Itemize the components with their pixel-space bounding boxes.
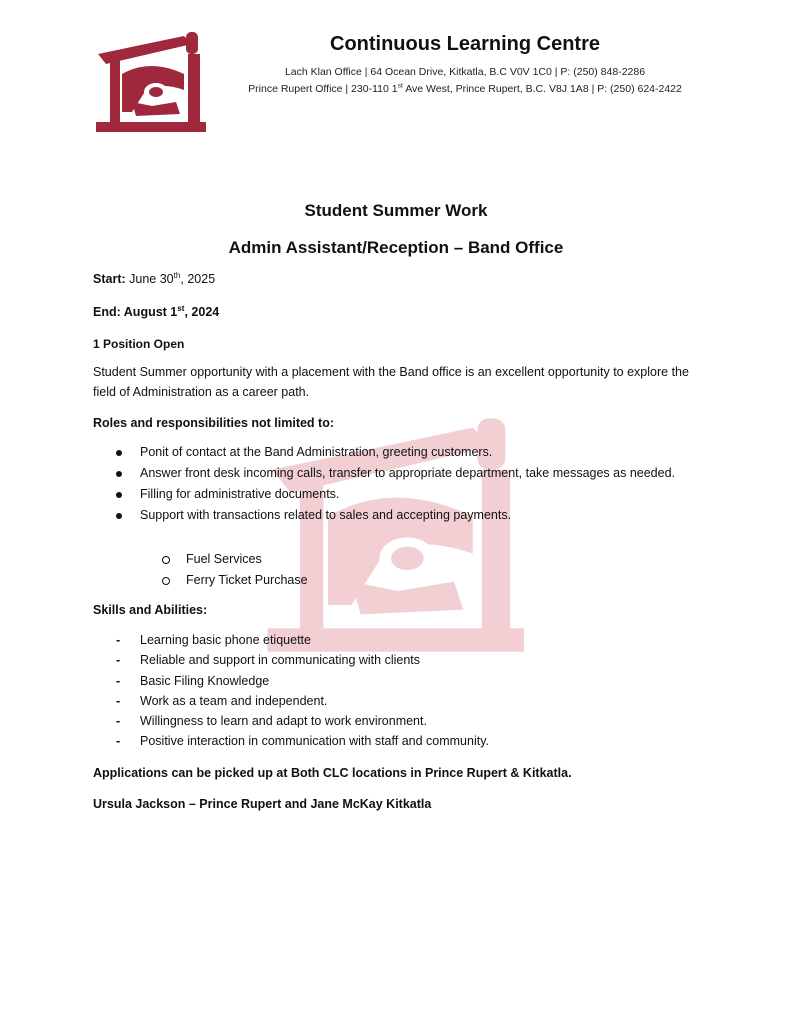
prince-rupert-office-line: Prince Rupert Office | 230-110 1st Ave West, Prince Rupert, B.C. V8J 1A8 | P: (250) 624-2422	[248, 82, 682, 95]
clc-longhouse-logo-icon	[92, 30, 212, 134]
list-item: Ferry Ticket Purchase	[162, 570, 308, 591]
org-name: Continuous Learning Centre	[330, 33, 600, 55]
skills-list	[113, 630, 489, 752]
list-item: - Willingness to learn and adapt to work environment.	[116, 714, 427, 729]
contacts-line: Ursula Jackson – Prince Rupert and Jane McKay Kitkatla	[93, 797, 432, 811]
roles-heading: Roles and responsibilities not limited to:	[93, 416, 334, 430]
list-item: - Learning basic phone etiquette	[116, 633, 311, 647]
payment-sublist	[162, 549, 308, 591]
intro-paragraph: Student Summer opportunity with a placement with the Band office is an excellent opportunity to explore the field of Administration as a career path.	[93, 365, 689, 399]
list-item: - Work as a team and independent.	[116, 693, 328, 708]
skills-heading: Skills and Abilities:	[93, 603, 208, 617]
positions-open: 1 Position Open	[93, 337, 185, 351]
list-item: - Basic Filing Knowledge	[116, 673, 270, 688]
list-item: Filling for administrative documents.	[113, 484, 713, 505]
list-item: Ponit of contact at the Band Administration, greeting customers.	[113, 442, 713, 463]
lach-klan-office-line: Lach Klan Office | 64 Ocean Drive, Kitkatla, B.C V0V 1C0 | P: (250) 848-2286	[284, 66, 646, 78]
applications-note: Applications can be picked up at Both CLC locations in Prince Rupert & Kitkatla.	[93, 766, 572, 780]
list-item: Answer front desk incoming calls, transfer to appropriate department, take messages as needed.	[113, 463, 713, 484]
list-item: Fuel Services	[162, 549, 308, 570]
roles-list	[113, 442, 713, 526]
start-date: Start: June 30th, 2025	[93, 270, 216, 286]
list-item: - Reliable and support in communicating with clients	[116, 653, 421, 668]
list-item: Support with transactions related to sales and accepting payments.	[113, 505, 713, 526]
end-date: End: August 1st, 2024	[93, 303, 220, 319]
position-title: Admin Assistant/Reception – Band Office	[228, 238, 564, 257]
list-item: - Positive interaction in communication with staff and community.	[116, 734, 489, 749]
document-title: Student Summer Work	[304, 201, 488, 220]
